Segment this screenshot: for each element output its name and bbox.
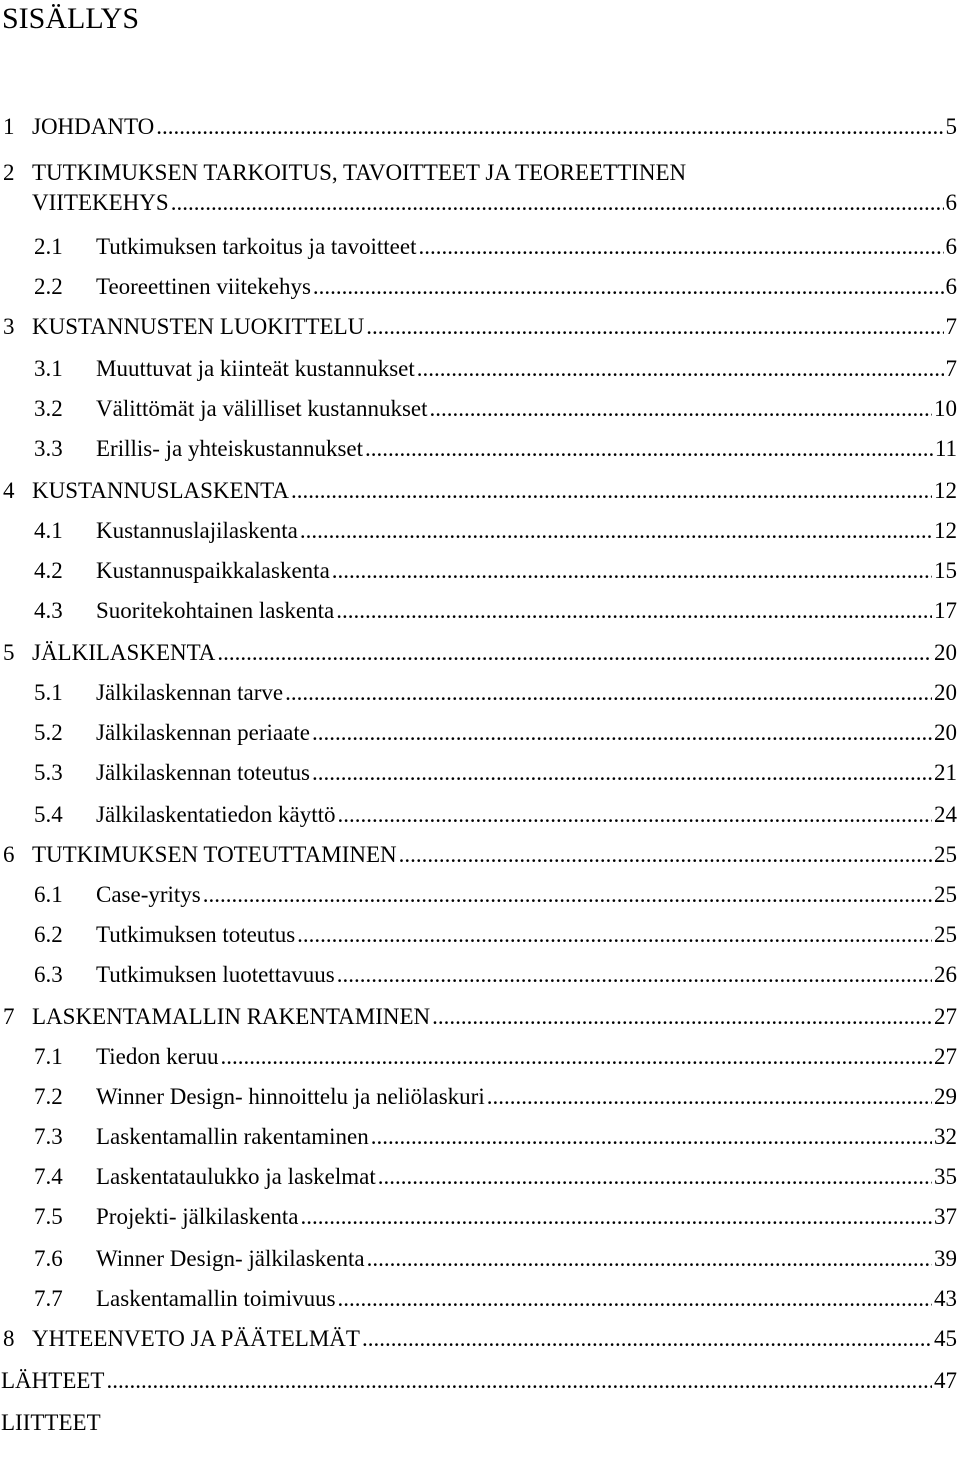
toc-entry-page: 47 bbox=[934, 1368, 957, 1393]
toc-entry[interactable] bbox=[0, 1408, 960, 1438]
toc-entry-number: 6.2 bbox=[34, 922, 63, 947]
toc-entry-title: TUTKIMUKSEN TARKOITUS, TAVOITTEET JA TEOREETTINEN bbox=[32, 160, 687, 185]
toc-leader-dots bbox=[487, 1082, 932, 1112]
toc-leader-dots bbox=[336, 596, 932, 626]
toc-entry-number: 5.3 bbox=[34, 760, 63, 785]
toc-entry-page: 6 bbox=[945, 190, 957, 215]
toc-entry-title: Tutkimuksen toteutus bbox=[96, 922, 296, 947]
toc-entry-number: 5.4 bbox=[34, 802, 63, 827]
toc-entry-page: 26 bbox=[934, 962, 957, 987]
toc-entry-page: 27 bbox=[934, 1044, 957, 1069]
toc-entry-title: Jälkilaskennan toteutus bbox=[96, 760, 310, 785]
toc-entry-number: 6.3 bbox=[34, 962, 63, 987]
toc-entry-title: Teoreettinen viitekehys bbox=[96, 274, 311, 299]
toc-leader-dots bbox=[156, 112, 943, 142]
toc-entry[interactable] bbox=[0, 516, 960, 546]
toc-entry-title: Välittömät ja välilliset kustannukset bbox=[96, 396, 428, 421]
toc-entry-page: 12 bbox=[934, 518, 957, 543]
toc-entry-number: 8 bbox=[3, 1326, 15, 1351]
toc-entry-title: KUSTANNUSTEN LUOKITTELU bbox=[32, 314, 365, 339]
toc-leader-dots bbox=[378, 1162, 932, 1192]
toc-entry-page: 25 bbox=[934, 882, 957, 907]
toc-entry-number: 4 bbox=[3, 478, 15, 503]
toc-entry-number: 7.6 bbox=[34, 1246, 63, 1271]
toc-entry[interactable] bbox=[0, 718, 960, 748]
toc-entry-number: 7.4 bbox=[34, 1164, 63, 1189]
toc-entry[interactable] bbox=[0, 638, 960, 668]
toc-entry-title: Erillis- ja yhteiskustannukset bbox=[96, 436, 364, 461]
toc-entry-page: 45 bbox=[934, 1326, 957, 1351]
toc-leader-dots bbox=[217, 638, 932, 668]
toc-leader-dots bbox=[171, 188, 944, 218]
toc-entry-title: Winner Design- jälkilaskenta bbox=[96, 1246, 365, 1271]
toc-entry-page: 20 bbox=[934, 680, 957, 705]
toc-leader-dots bbox=[332, 556, 932, 586]
toc-leader-dots bbox=[418, 232, 943, 262]
toc-entry-title: LIITTEET bbox=[1, 1410, 101, 1435]
toc-entry[interactable] bbox=[0, 434, 960, 464]
toc-entry-title: VIITEKEHYS bbox=[32, 190, 169, 215]
toc-entry-number: 3 bbox=[3, 314, 15, 339]
toc-entry-page: 5 bbox=[945, 114, 957, 139]
toc-leader-dots bbox=[106, 1366, 932, 1396]
toc-entry-number: 7.2 bbox=[34, 1084, 63, 1109]
toc-entry[interactable] bbox=[0, 960, 960, 990]
toc-entry[interactable] bbox=[0, 1002, 960, 1032]
toc-entry-page: 27 bbox=[934, 1004, 957, 1029]
toc-entry-number: 3.2 bbox=[34, 396, 63, 421]
toc-entry-number: 3.3 bbox=[34, 436, 63, 461]
toc-entry-number: 7.1 bbox=[34, 1044, 63, 1069]
toc-entry-page: 15 bbox=[934, 558, 957, 583]
toc-entry-title: Kustannuslajilaskenta bbox=[96, 518, 298, 543]
toc-entry-number: 2 bbox=[3, 160, 15, 185]
toc-entry-number: 2.2 bbox=[34, 274, 63, 299]
toc-entry-page: 24 bbox=[934, 802, 957, 827]
toc-entry-page: 32 bbox=[934, 1124, 957, 1149]
toc-entry[interactable] bbox=[0, 1324, 960, 1354]
toc-entry-page: 20 bbox=[934, 720, 957, 745]
toc-entry[interactable] bbox=[0, 394, 960, 424]
toc-entry[interactable] bbox=[0, 1202, 960, 1232]
toc-leader-dots bbox=[300, 516, 932, 546]
toc-entry-title: LÄHTEET bbox=[1, 1368, 105, 1393]
toc-entry-number: 6 bbox=[3, 842, 15, 867]
toc-entry-title: TUTKIMUKSEN TOTEUTTAMINEN bbox=[32, 842, 397, 867]
toc-entry[interactable] bbox=[0, 312, 960, 342]
toc-entry-title: LASKENTAMALLIN RAKENTAMINEN bbox=[32, 1004, 431, 1029]
toc-entry-title: Case-yritys bbox=[96, 882, 201, 907]
toc-entry-page: 43 bbox=[934, 1286, 957, 1311]
toc-entry-page: 29 bbox=[934, 1084, 957, 1109]
toc-leader-dots bbox=[430, 394, 932, 424]
toc-leader-dots bbox=[285, 678, 932, 708]
toc-leader-dots bbox=[367, 1244, 932, 1274]
toc-leader-dots bbox=[417, 354, 944, 384]
toc-entry-number: 5 bbox=[3, 640, 15, 665]
toc-entry-title: Jälkilaskennan periaate bbox=[96, 720, 310, 745]
toc-entry[interactable] bbox=[0, 354, 960, 384]
toc-entry-title: Jälkilaskennan tarve bbox=[96, 680, 284, 705]
toc-entry[interactable] bbox=[0, 596, 960, 626]
toc-entry-number: 4.3 bbox=[34, 598, 63, 623]
toc-entry[interactable] bbox=[0, 1162, 960, 1192]
toc-leader-dots bbox=[312, 718, 932, 748]
toc-entry[interactable] bbox=[0, 1244, 960, 1274]
toc-entry-number: 5.2 bbox=[34, 720, 63, 745]
toc-leader-dots bbox=[399, 840, 932, 870]
toc-entry[interactable] bbox=[0, 758, 960, 788]
toc-entry-title: Suoritekohtainen laskenta bbox=[96, 598, 335, 623]
toc-entry[interactable] bbox=[0, 1366, 960, 1396]
toc-entry-title: Tiedon keruu bbox=[96, 1044, 219, 1069]
toc-entry-page: 25 bbox=[934, 922, 957, 947]
toc-entry-number: 6.1 bbox=[34, 882, 63, 907]
toc-leader-dots bbox=[297, 920, 932, 950]
toc-leader-dots bbox=[220, 1042, 932, 1072]
toc-entry-number: 1 bbox=[3, 114, 15, 139]
toc-entry-page: 10 bbox=[934, 396, 957, 421]
toc-entry-page: 7 bbox=[945, 356, 957, 381]
toc-leader-dots bbox=[300, 1202, 932, 1232]
toc-entry-title: Jälkilaskentatiedon käyttö bbox=[96, 802, 336, 827]
toc-leader-dots bbox=[312, 758, 932, 788]
toc-entry[interactable] bbox=[0, 1042, 960, 1072]
toc-entry-number: 5.1 bbox=[34, 680, 63, 705]
toc-leader-dots bbox=[365, 434, 933, 464]
toc-entry-title: YHTEENVETO JA PÄÄTELMÄT bbox=[32, 1326, 360, 1351]
toc-entry-number: 7.7 bbox=[34, 1286, 63, 1311]
toc-entry-title: Tutkimuksen tarkoitus ja tavoitteet bbox=[96, 234, 417, 259]
toc-leader-dots bbox=[337, 960, 932, 990]
toc-entry-title: Laskentamallin rakentaminen bbox=[96, 1124, 369, 1149]
toc-entry-title: Projekti- jälkilaskenta bbox=[96, 1204, 299, 1229]
toc-leader-dots bbox=[338, 1284, 932, 1314]
toc-entry-page: 35 bbox=[934, 1164, 957, 1189]
toc-entry-title: JOHDANTO bbox=[32, 114, 155, 139]
toc-entry[interactable] bbox=[0, 920, 960, 950]
toc-leader-dots bbox=[291, 476, 932, 506]
toc-entry[interactable] bbox=[0, 678, 960, 708]
toc-entry-title: Laskentataulukko ja laskelmat bbox=[96, 1164, 376, 1189]
toc-entry-page: 37 bbox=[934, 1204, 957, 1229]
toc-entry[interactable] bbox=[0, 880, 960, 910]
toc-leader-dots bbox=[313, 272, 944, 302]
toc-leader-dots bbox=[362, 1324, 932, 1354]
toc-entry-number: 7.5 bbox=[34, 1204, 63, 1229]
toc-leader-dots bbox=[338, 800, 932, 830]
toc-leader-dots bbox=[371, 1122, 932, 1152]
toc-entry-page: 25 bbox=[934, 842, 957, 867]
toc-entry-number: 4.2 bbox=[34, 558, 63, 583]
toc-leader-dots bbox=[366, 312, 943, 342]
toc-entry-title: Laskentamallin toimivuus bbox=[96, 1286, 336, 1311]
toc-entry-number: 2.1 bbox=[34, 234, 63, 259]
toc-entry-number: 3.1 bbox=[34, 356, 63, 381]
toc-entry-title: Winner Design- hinnoittelu ja neliölaskuri bbox=[96, 1084, 485, 1109]
toc-entry[interactable] bbox=[0, 556, 960, 586]
toc-entry-page: 20 bbox=[934, 640, 957, 665]
toc-entry-page: 39 bbox=[934, 1246, 957, 1271]
toc-leader-dots bbox=[203, 880, 932, 910]
toc-entry-page: 17 bbox=[934, 598, 957, 623]
toc-entry-title: KUSTANNUSLASKENTA bbox=[32, 478, 289, 503]
toc-entry-title: Muuttuvat ja kiinteät kustannukset bbox=[96, 356, 415, 381]
toc-entry-number: 4.1 bbox=[34, 518, 63, 543]
page-title: SISÄLLYS bbox=[2, 2, 140, 35]
toc-leader-dots bbox=[432, 1002, 932, 1032]
toc-entry-page: 21 bbox=[934, 760, 957, 785]
toc-entry[interactable] bbox=[0, 112, 960, 142]
toc-entry[interactable] bbox=[0, 272, 960, 302]
toc-entry[interactable] bbox=[0, 1082, 960, 1112]
toc-entry[interactable] bbox=[0, 158, 960, 218]
toc-entry-title: JÄLKILASKENTA bbox=[32, 640, 216, 665]
toc-entry-number: 7 bbox=[3, 1004, 15, 1029]
toc-entry-number: 7.3 bbox=[34, 1124, 63, 1149]
toc-entry[interactable] bbox=[0, 232, 960, 262]
toc-entry-page: 11 bbox=[934, 436, 957, 461]
toc-entry-title: Tutkimuksen luotettavuus bbox=[96, 962, 335, 987]
toc-entry[interactable] bbox=[0, 840, 960, 870]
toc-entry-page: 7 bbox=[945, 314, 957, 339]
toc-entry[interactable] bbox=[0, 1122, 960, 1152]
toc-entry[interactable] bbox=[0, 476, 960, 506]
toc-entry-page: 6 bbox=[945, 234, 957, 259]
toc-entry[interactable] bbox=[0, 800, 960, 830]
toc-entry[interactable] bbox=[0, 1284, 960, 1314]
toc-entry-title: Kustannuspaikkalaskenta bbox=[96, 558, 330, 583]
toc-entry-page: 6 bbox=[945, 274, 957, 299]
toc-entry-page: 12 bbox=[934, 478, 957, 503]
